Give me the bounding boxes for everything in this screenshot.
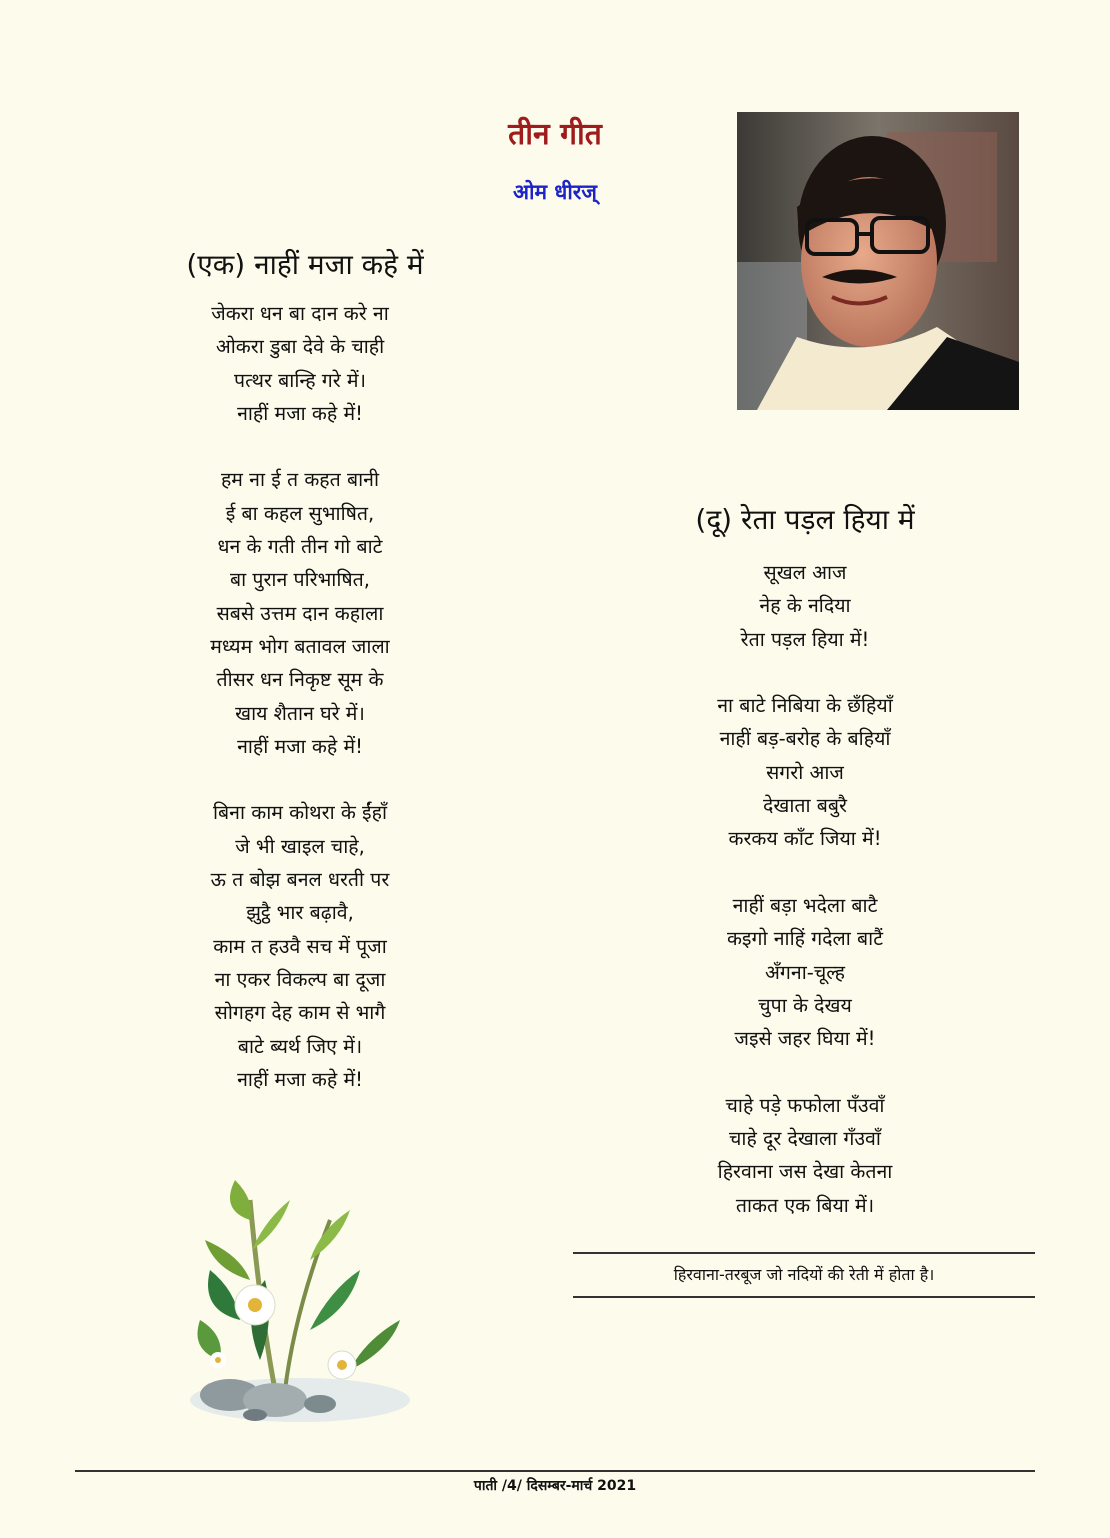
- poem-line: धन के गती तीन गो बाटे: [217, 535, 383, 559]
- poem-line: जइसे जहर घिया में!: [734, 1027, 876, 1051]
- poem-line: बा पुरान परिभाषित,: [229, 568, 370, 592]
- poem-line: सगरो आज: [766, 760, 844, 784]
- poem1-stanza-2: [110, 463, 490, 763]
- poem-line: करकय काँट जिया में!: [728, 827, 882, 851]
- poem-line: नाहीं मजा कहे में!: [237, 734, 363, 758]
- author-photo: [737, 112, 1019, 410]
- page-title: तीन गीत: [508, 117, 602, 152]
- poem-line: बिना काम कोथरा के ईंहाँ: [212, 801, 387, 825]
- poem2-stanza-1: [600, 556, 1010, 656]
- poem-line: नेह के नदिया: [759, 594, 851, 618]
- poem-line: खाय शैतान घरे में।: [235, 701, 365, 725]
- poem2-stanza-2: [600, 689, 1010, 855]
- poem-line: सोगहग देह काम से भागै: [214, 1001, 386, 1025]
- plant-icon: [180, 1160, 440, 1450]
- poem-line: सूखल आज: [763, 561, 847, 584]
- poem2-heading: (दू) रेता पड़ल हिया में: [695, 503, 915, 536]
- poem1-stanza-1: [110, 297, 490, 430]
- poem-line: रेता पड़ल हिया में!: [740, 627, 870, 651]
- poem-line: कइगो नाहिं गदेला बाटैं: [726, 927, 884, 951]
- poem-line: हम ना ई त कहत बानी: [220, 468, 380, 492]
- poem-line: नाहीं बड़ा भदेला बाटै: [732, 893, 878, 917]
- poem-line: पत्थर बान्हि गरे में।: [234, 368, 366, 392]
- footnote: हिरवाना-तरबूज जो नदियों की रेती में होता है।: [573, 1252, 1035, 1298]
- poem-line: देखाता बबुरै: [763, 794, 847, 818]
- poem1-heading: (एक) नाहीं मजा कहे में: [186, 248, 424, 281]
- poem-line: ई बा कहल सुभाषित,: [225, 501, 375, 525]
- poem-line: नाहीं मजा कहे में!: [237, 401, 363, 425]
- poem-line: चाहे दूर देखाला गँउवाँ: [729, 1127, 881, 1151]
- poem2-body: [600, 556, 1010, 1222]
- poem-line: ओकरा डुबा देवे के चाही: [215, 335, 385, 359]
- poem-line: नाहीं बड़-बरोह के बहियाँ: [719, 727, 891, 751]
- poem-line: चाहे पड़े फफोला पँउवाँ: [725, 1093, 885, 1117]
- poem-line: मध्यम भोग बतावल जाला: [210, 634, 390, 658]
- poem-line: तीसर धन निकृष्ट सूम के: [216, 668, 384, 692]
- poem-line: जेकरा धन बा दान करे ना: [211, 302, 389, 325]
- poem-line: बाटे ब्यर्थ जिए में।: [237, 1034, 363, 1058]
- poem-line: काम त हउवै सच में पूजा: [213, 934, 387, 958]
- poem2-stanza-4: [600, 1089, 1010, 1222]
- poem1-body: [110, 297, 490, 1096]
- author-name: ओम धीरज्: [513, 180, 597, 204]
- poem-line: नाहीं मजा कहे में!: [237, 1067, 363, 1091]
- poem-line: ताकत एक बिया में।: [735, 1193, 875, 1217]
- poem-line: झुट्ठै भार बढ़ावै,: [246, 901, 354, 925]
- poem-line: ऊ त बोझ बनल धरती पर: [210, 868, 390, 892]
- plant-illustration: [180, 1160, 440, 1450]
- poem-line: जे भी खाइल चाहे,: [235, 834, 365, 858]
- poem-line: अँगना-चूल्ह: [765, 960, 845, 984]
- poem-line: ना बाटे निबिया के छँहियाँ: [717, 694, 893, 718]
- poem-line: सबसे उत्तम दान कहाला: [216, 601, 384, 625]
- page-footer: पाती /4/ दिसम्बर-मार्च 2021: [473, 1478, 637, 1494]
- poem1-stanza-3: [110, 796, 490, 1096]
- poem2-stanza-3: [600, 889, 1010, 1055]
- poem-line: चुपा के देखय: [758, 993, 852, 1017]
- footer-divider: [75, 1470, 1035, 1472]
- portrait-image: [737, 112, 1019, 410]
- poem-line: हिरवाना जस देखा केतना: [717, 1160, 893, 1184]
- poem-line: ना एकर विकल्प बा दूजा: [214, 967, 386, 991]
